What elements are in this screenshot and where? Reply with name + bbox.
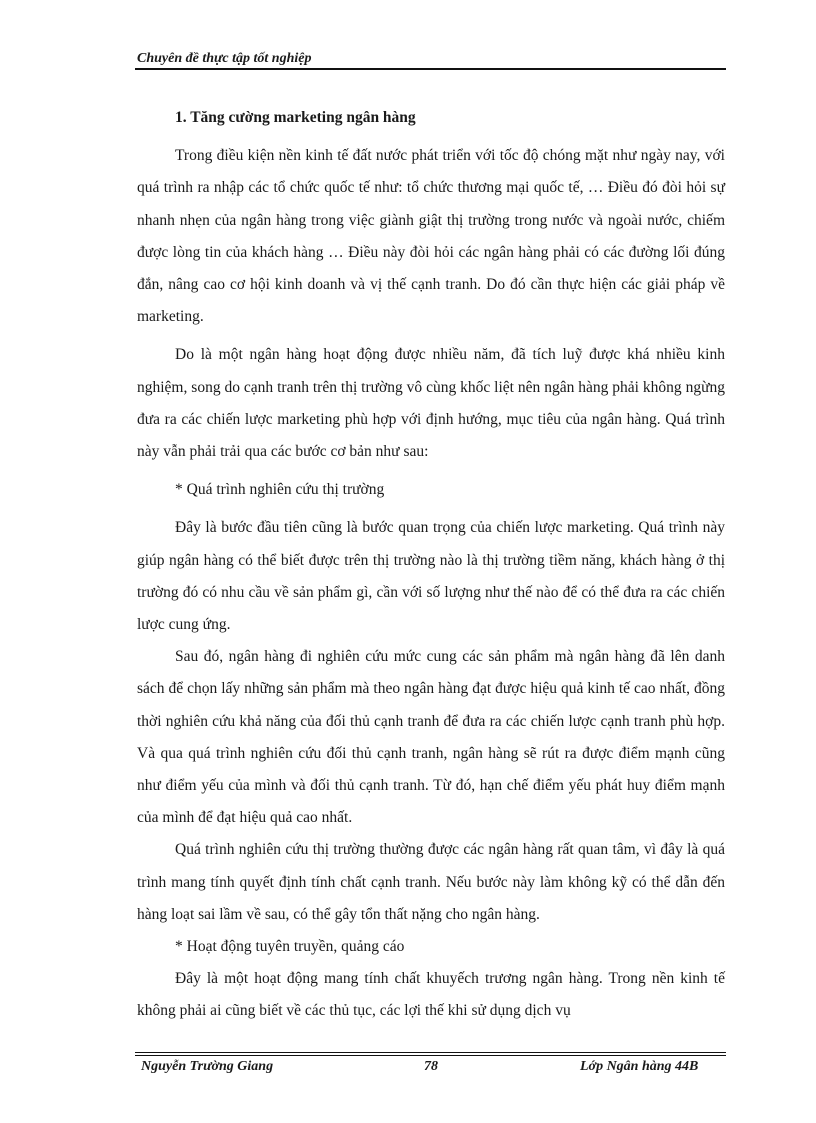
page-number: 78: [424, 1059, 438, 1074]
subheading-market-research: * Quá trình nghiên cứu thị trường: [175, 481, 385, 499]
section-heading: 1. Tăng cường marketing ngân hàng: [175, 109, 416, 126]
subheading-advertising: * Hoạt động tuyên truyền, quảng cáo: [175, 938, 405, 956]
page-body: [137, 102, 725, 1028]
running-header-title: Chuyên đề thực tập tốt nghiệp: [137, 51, 312, 66]
paragraph-2: Do là một ngân hàng hoạt động được nhiều năm, đã tích luỹ được khá nhiều kinh nghiệm, song do cạnh tranh trên thị trường vô cùng khốc liệt nên ngân hàng phải không ngừng đưa ra các chiến lược marketing phù hợp với định hướng, mục tiêu của ngân hàng. Quá trình này vẫn phải trải qua các bước cơ bản như sau:: [137, 346, 725, 461]
paragraph-6: Đây là một hoạt động mang tính chất khuyếch trương ngân hàng. Trong nền kinh tế không phải ai cũng biết về các thủ tục, các lợi thế khi sử dụng dịch vụ: [137, 970, 725, 1020]
footer-class-name: Lớp Ngân hàng 44B: [580, 1059, 699, 1074]
header-rule: [135, 68, 726, 70]
footer-rule-bottom: [135, 1055, 726, 1056]
paragraph-3: Đây là bước đầu tiên cũng là bước quan trọng của chiến lược marketing. Quá trình này giúp ngân hàng có thể biết được trên thị trường nào là thị trường tiềm năng, khách hàng ở thị trường đó có nhu cầu về sản phẩm gì, cần với số lượng như thế nào để có thể đưa ra các chiến lược cung ứng.: [137, 519, 725, 634]
paragraph-1: Trong điều kiện nền kinh tế đất nước phát triển với tốc độ chóng mặt như ngày nay, với quá trình ra nhập các tổ chức quốc tế như: tổ chức thương mại quốc tế, … Điều đó đòi hỏi sự nhanh nhẹn của ngân hàng trong việc giành giật thị trường trong nước và ngoài nước, chiếm được lòng tin của khách hàng … Điều này đòi hỏi các ngân hàng phải có các đường lối đúng đắn, nâng cao cơ hội kinh doanh và vị thế cạnh tranh. Do đó cần thực hiện các giải pháp về marketing.: [137, 147, 725, 326]
footer-author: Nguyễn Trường Giang: [141, 1059, 274, 1074]
paragraph-5: Quá trình nghiên cứu thị trường thường được các ngân hàng rất quan tâm, vì đây là quá trình mang tính quyết định tính chất cạnh tranh. Nếu bước này làm không kỹ có thể dẫn đến hàng loạt sai lầm về sau, có thể gây tổn thất nặng cho ngân hàng.: [137, 841, 725, 923]
paragraph-4: Sau đó, ngân hàng đi nghiên cứu mức cung các sản phẩm mà ngân hàng đã lên danh sách để chọn lấy những sản phẩm mà theo ngân hàng đạt được hiệu quả kinh tế cao nhất, đồng thời nghiên cứu khả năng của đối thủ cạnh tranh để đưa ra các chiến lược cạnh tranh phù hợp. Và qua quá trình nghiên cứu đối thủ cạnh tranh, ngân hàng sẽ rút ra được điểm mạnh cũng như điểm yếu của mình và đối thủ cạnh tranh. Từ đó, hạn chế điểm yếu phát huy điểm mạnh của mình để đạt hiệu quả cao nhất.: [137, 648, 725, 827]
footer-rule-top: [135, 1052, 726, 1053]
